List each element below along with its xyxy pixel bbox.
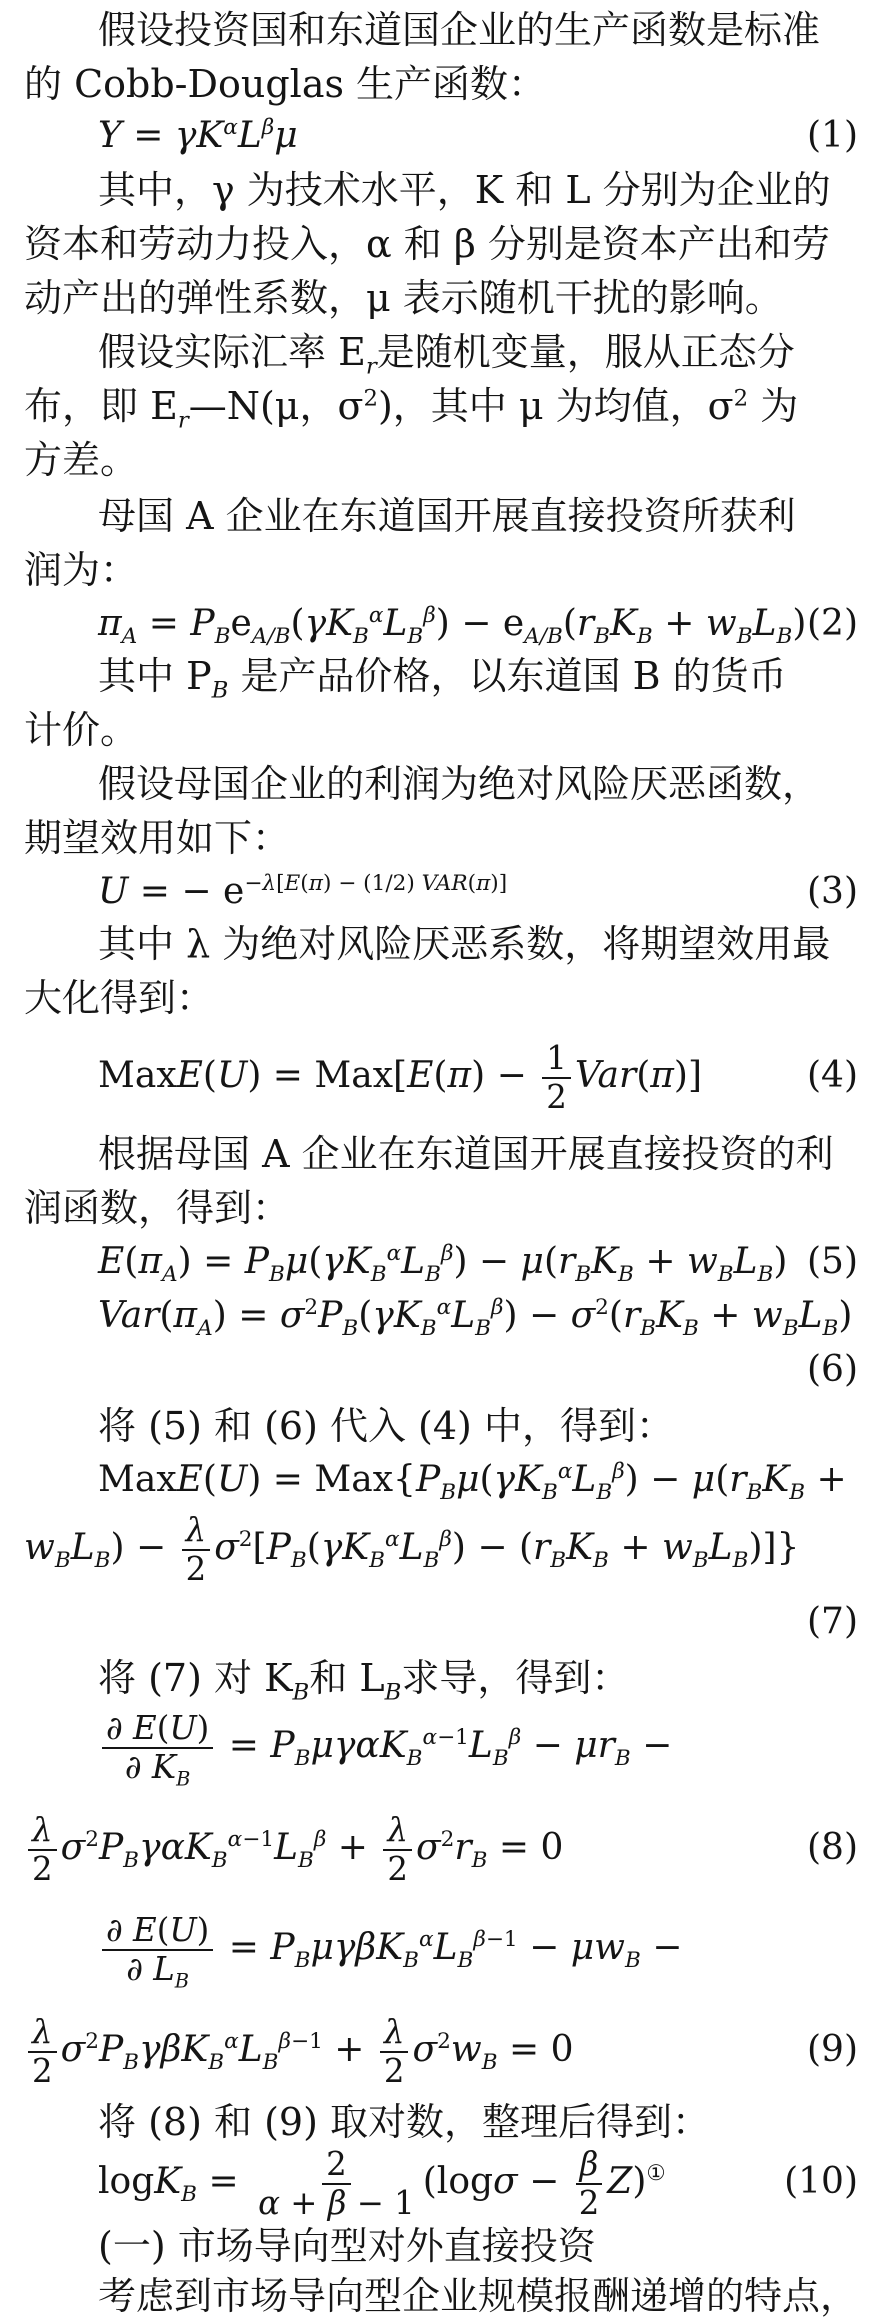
equation-1: $Y = \gamma K^\alpha L^\beta\mu$ <box>98 115 298 156</box>
text-line: 大化得到： <box>24 976 215 1020</box>
text-line: 方差。 <box>24 438 139 482</box>
equation-4: MaxE(U) = Max[E(π) − $\frac{1}{2}$ Var(π)] <box>98 1038 702 1116</box>
text-line: 假设母国企业的利润为绝对风险厌恶函数， <box>98 762 821 806</box>
text-line: 将 (5) 和 (6) 代入 (4) 中，得到： <box>98 1404 674 1448</box>
text-line: 期望效用如下： <box>24 816 291 860</box>
text-line: 母国 A 企业在东道国开展直接投资所获利 <box>98 494 796 538</box>
equation-9-cont: $\frac{\lambda}{2}$ $\sigma^2P_B\gamma\beta K_B^\alpha L_B^{\beta-1}$ + $\frac{\lambda}{2}$ $\sigma^2w_B = 0$ <box>24 2010 574 2090</box>
equation-3: U = − $e^{-\lambda[E(\pi) - (1/2) VAR(\pi)]}$ <box>98 871 508 912</box>
equation-2: $\pi_A = P_Be_{A/B}(\gamma K_B^\alpha L_B^\beta) - e_{A/B}(r_BK_B + w_BL_B)$ <box>98 603 807 650</box>
text-line: 考虑到市场导向型企业规模报酬递增的特点， <box>98 2274 859 2318</box>
text-line: 的 Cobb-Douglas 生产函数： <box>24 62 547 106</box>
equation-number: (6) <box>807 1349 858 1390</box>
text-line: 其中 λ 为绝对风险厌恶系数，将期望效用最 <box>98 922 831 966</box>
equation-number: (4) <box>807 1055 858 1096</box>
equation-number: (2) <box>807 603 858 644</box>
equation-9: $\frac{\partial E(U)}{\partial L_B}$ = $P_B\mu\gamma\beta K_B^\alpha L_B^{\beta-1} - \mu w_B$ − <box>98 1908 682 1988</box>
equation-7-cont: $w_BL_B$) − $\frac{\lambda}{2}$ $\sigma^2[P_B(\gamma K_B^\alpha L_B^\beta) - (r_BK_B + w_BL_B)]$} <box>24 1510 800 1588</box>
equation-number: (7) <box>807 1601 858 1642</box>
equation-6: $Var(\pi_A) = \sigma^2P_B(\gamma K_B^\alpha L_B^\beta) - \sigma^2(r_BK_B + w_BL_B)$ <box>98 1295 853 1342</box>
text-line: 润为： <box>24 548 139 592</box>
text-line: 润函数，得到： <box>24 1186 291 1230</box>
footnote-mark: ① <box>646 2161 666 2186</box>
equation-8: $\frac{\partial E(U)}{\partial K_B}$ = $P_B\mu\gamma\alpha K_B^{\alpha-1}L_B^\beta - \mu r_B$ − <box>98 1706 672 1786</box>
text-line: 假设投资国和东道国企业的生产函数是标准 <box>98 8 821 52</box>
text-line: 根据母国 A 企业在东道国开展直接投资的利 <box>98 1132 834 1176</box>
equation-5: $E(\pi_A) = P_B\mu(\gamma K_B^\alpha L_B^\beta) - \mu(r_BK_B + w_BL_B)$ <box>98 1241 788 1288</box>
equation-number: (5) <box>807 1241 858 1282</box>
equation-number: (10) <box>784 2161 858 2202</box>
equation-number: (8) <box>807 1827 858 1868</box>
text-line: 资本和劳动力投入，α 和 β 分别是资本产出和劳 <box>24 222 830 266</box>
text-line: 动产出的弹性系数，μ 表示随机干扰的影响。 <box>24 276 783 320</box>
equation-number: (9) <box>807 2029 858 2070</box>
text-line: 计价。 <box>24 708 139 752</box>
text-line: 将 (8) 和 (9) 取对数，整理后得到： <box>98 2100 710 2144</box>
text-line: 将 (7) 对 $K_B$和 $L_B$求导，得到： <box>98 1656 630 1706</box>
equation-number: (3) <box>807 871 858 912</box>
text-line: 假设实际汇率 $E_r$是随机变量，服从正态分 <box>98 330 795 380</box>
equation-8-cont: $\frac{\lambda}{2}$ $\sigma^2P_B\gamma\alpha K_B^{\alpha-1}L_B^\beta$ + $\frac{\lambda}{2}$ $\sigma^2r_B = 0$ <box>24 1808 563 1888</box>
equation-number: (1) <box>807 115 858 156</box>
text-line: 布，即 $E_r—N(\mu$，$\sigma^2$)，其中 μ 为均值，$\sigma^2$ 为 <box>24 384 799 434</box>
equation-10: logK$_B$ = $\frac{2}{\alpha + \beta - 1}$ (logσ − $\frac{\beta}{2}$ Z)① <box>98 2144 666 2222</box>
section-heading: (一) 市场导向型对外直接投资 <box>98 2224 596 2268</box>
text-line: 其中 $P_B$ 是产品价格，以东道国 B 的货币 <box>98 654 787 704</box>
equation-7: MaxE(U) = $Max\{P_B\mu(\gamma K_B^\alpha L_B^\beta) - \mu(r_BK_B$ + <box>98 1459 847 1506</box>
text-line: 其中，γ 为技术水平，K 和 L 分别为企业的 <box>98 168 831 212</box>
